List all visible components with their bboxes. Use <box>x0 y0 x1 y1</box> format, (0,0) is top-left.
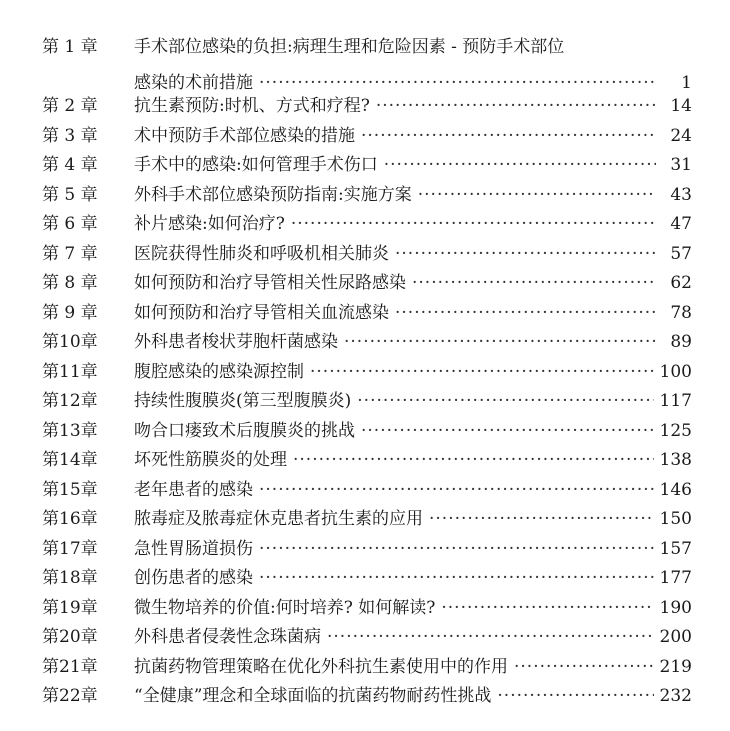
dot-leader <box>384 150 656 180</box>
page-number: 43 <box>670 185 692 205</box>
dot-leader <box>429 504 654 534</box>
dot-leader <box>395 239 656 269</box>
dot-leader <box>259 534 654 564</box>
chapter-number: 第12章 <box>42 391 98 411</box>
toc-entry[interactable] <box>0 504 730 534</box>
page-number: 117 <box>659 391 692 411</box>
page-number: 200 <box>659 627 692 647</box>
toc-entry[interactable] <box>0 180 730 210</box>
chapter-title-row <box>134 327 692 357</box>
page-number: 31 <box>670 155 692 175</box>
chapter-title-row <box>134 445 692 475</box>
chapter-title: 医院获得性肺炎和呼吸机相关肺炎 <box>134 244 389 264</box>
chapter-title-row <box>134 357 692 387</box>
chapter-title: 持续性腹膜炎(第三型腹膜炎) <box>134 391 352 411</box>
chapter-number: 第22章 <box>42 686 98 706</box>
chapter-title-row <box>134 239 692 269</box>
dot-leader <box>291 209 656 239</box>
chapter-title: 补片感染:如何治疗? <box>134 214 285 234</box>
chapter-title-row <box>134 622 692 652</box>
page-number: 1 <box>681 73 692 93</box>
chapter-number: 第17章 <box>42 539 98 559</box>
page-number: 125 <box>659 421 692 441</box>
toc-entry[interactable] <box>0 239 730 269</box>
page-number: 57 <box>670 244 692 264</box>
chapter-title: 手术中的感染:如何管理手术伤口 <box>134 155 378 175</box>
toc-entry[interactable] <box>0 357 730 387</box>
chapter-title: 坏死性筋膜炎的处理 <box>134 450 287 470</box>
chapter-title: 创伤患者的感染 <box>134 568 253 588</box>
chapter-title-row <box>134 91 692 121</box>
page-number: 157 <box>659 539 692 559</box>
page-number: 177 <box>659 568 692 588</box>
toc-entry[interactable] <box>0 681 730 711</box>
dot-leader <box>376 91 656 121</box>
dot-leader <box>259 475 654 505</box>
chapter-number: 第16章 <box>42 509 98 529</box>
chapter-title-line-1: 手术部位感染的负担:病理生理和危险因素 - 预防手术部位 <box>134 37 565 57</box>
chapter-number: 第 6 章 <box>42 214 98 234</box>
toc-entry[interactable] <box>0 32 730 93</box>
toc-entry[interactable] <box>0 150 730 180</box>
chapter-number: 第 1 章 <box>42 37 98 57</box>
dot-leader <box>412 268 656 298</box>
chapter-number: 第15章 <box>42 480 98 500</box>
chapter-title-row <box>134 534 692 564</box>
chapter-number: 第13章 <box>42 421 98 441</box>
chapter-title-row <box>134 209 692 239</box>
chapter-title: 外科患者梭状芽胞杆菌感染 <box>134 332 338 352</box>
page-number: 138 <box>659 450 692 470</box>
page-number: 62 <box>670 273 692 293</box>
dot-leader <box>418 180 656 210</box>
toc-entry[interactable] <box>0 298 730 328</box>
page-number: 146 <box>659 480 692 500</box>
toc-entry[interactable] <box>0 327 730 357</box>
chapter-title: 如何预防和治疗导管相关血流感染 <box>134 303 389 323</box>
page-number: 100 <box>659 362 692 382</box>
toc-entry[interactable] <box>0 563 730 593</box>
dot-leader <box>357 386 653 416</box>
dot-leader <box>361 416 654 446</box>
dot-leader <box>497 681 653 711</box>
dot-leader <box>441 593 653 623</box>
dot-leader <box>514 652 654 682</box>
toc-entry[interactable] <box>0 534 730 564</box>
chapter-title-row <box>134 121 692 151</box>
chapter-title: 如何预防和治疗导管相关性尿路感染 <box>134 273 406 293</box>
chapter-number: 第 2 章 <box>42 96 98 116</box>
chapter-title-row <box>134 681 692 711</box>
chapter-title-row <box>134 652 692 682</box>
chapter-title-row <box>134 475 692 505</box>
page-number: 232 <box>659 686 692 706</box>
toc-entry[interactable] <box>0 386 730 416</box>
chapter-number: 第19章 <box>42 598 98 618</box>
chapter-number: 第 9 章 <box>42 303 98 323</box>
chapter-title-row <box>134 180 692 210</box>
chapter-title: 抗菌药物管理策略在优化外科抗生素使用中的作用 <box>134 657 508 677</box>
toc-entry[interactable] <box>0 121 730 151</box>
chapter-title-line-2: 感染的术前措施 <box>134 73 253 93</box>
page-number: 190 <box>659 598 692 618</box>
toc-entry[interactable] <box>0 593 730 623</box>
chapter-title: 吻合口瘘致术后腹膜炎的挑战 <box>134 421 355 441</box>
dot-leader <box>344 327 656 357</box>
dot-leader <box>310 357 654 387</box>
dot-leader <box>327 622 654 652</box>
page-number: 24 <box>670 126 692 146</box>
chapter-title-row <box>134 386 692 416</box>
page-number: 78 <box>670 303 692 323</box>
chapter-number: 第 7 章 <box>42 244 98 264</box>
chapter-number: 第 3 章 <box>42 126 98 146</box>
toc-entry[interactable] <box>0 209 730 239</box>
toc-entry[interactable] <box>0 622 730 652</box>
page-number: 47 <box>670 214 692 234</box>
chapter-title-row <box>134 150 692 180</box>
chapter-number: 第21章 <box>42 657 98 677</box>
chapter-number: 第 4 章 <box>42 155 98 175</box>
chapter-title: 外科患者侵袭性念珠菌病 <box>134 627 321 647</box>
chapter-title: 老年患者的感染 <box>134 480 253 500</box>
chapter-title: 脓毒症及脓毒症休克患者抗生素的应用 <box>134 509 423 529</box>
chapter-title-row <box>134 298 692 328</box>
dot-leader <box>293 445 654 475</box>
toc-entry[interactable] <box>0 268 730 298</box>
chapter-title: 抗生素预防:时机、方式和疗程? <box>134 96 370 116</box>
page-number: 219 <box>659 657 692 677</box>
chapter-title: 急性胃肠道损伤 <box>134 539 253 559</box>
page-number: 150 <box>659 509 692 529</box>
toc-entry[interactable] <box>0 445 730 475</box>
chapter-number: 第20章 <box>42 627 98 647</box>
page-number: 14 <box>670 96 692 116</box>
dot-leader <box>361 121 656 151</box>
chapter-number: 第18章 <box>42 568 98 588</box>
chapter-title-row <box>134 563 692 593</box>
chapter-number: 第14章 <box>42 450 98 470</box>
chapter-title: 外科手术部位感染预防指南:实施方案 <box>134 185 412 205</box>
chapter-title-row <box>134 593 692 623</box>
chapter-title: 腹腔感染的感染源控制 <box>134 362 304 382</box>
chapter-title-row <box>134 416 692 446</box>
toc-entry[interactable] <box>0 475 730 505</box>
chapter-number: 第10章 <box>42 332 98 352</box>
chapter-number: 第11章 <box>42 362 98 382</box>
dot-leader <box>395 298 656 328</box>
toc-entry[interactable] <box>0 416 730 446</box>
chapter-title-row <box>134 504 692 534</box>
toc-entry[interactable] <box>0 652 730 682</box>
chapter-title: 术中预防手术部位感染的措施 <box>134 126 355 146</box>
page-number: 89 <box>670 332 692 352</box>
chapter-title: “全健康”理念和全球面临的抗菌药物耐药性挑战 <box>134 686 492 706</box>
chapter-number: 第 8 章 <box>42 273 98 293</box>
chapter-title: 微生物培养的价值:何时培养? 如何解读? <box>134 598 436 618</box>
dot-leader <box>259 563 654 593</box>
chapter-number: 第 5 章 <box>42 185 98 205</box>
chapter-title-row <box>134 268 692 298</box>
toc-entry[interactable] <box>0 91 730 121</box>
